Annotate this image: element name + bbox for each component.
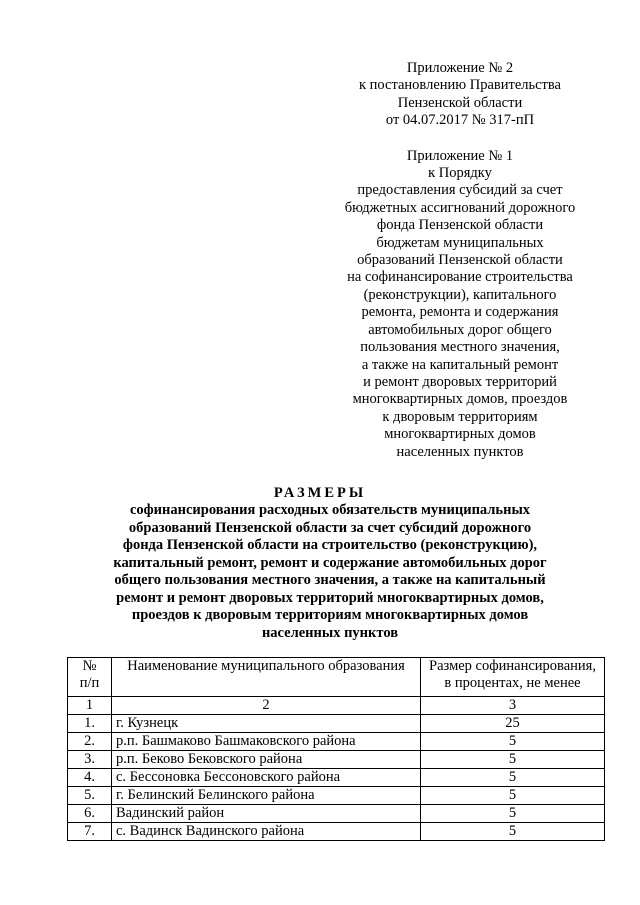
cofinancing-table: [67, 657, 605, 841]
table-row: [68, 787, 605, 805]
appendix-line: Приложение № 2: [406, 60, 514, 76]
appendix-line: от 04.07.2017 № 317-пП: [385, 112, 535, 129]
row-number: 6.: [68, 805, 112, 823]
appendix-line: и ремонт дворовых территорий: [363, 373, 557, 390]
index-cell: 1: [68, 697, 112, 715]
spacer: [300, 130, 620, 148]
row-size: 5: [421, 823, 605, 841]
appendix-line: многоквартирных домов: [384, 426, 536, 443]
subtitle-line: проездов к дворовым территориям многоквартирных домов: [131, 607, 529, 623]
row-number: 3.: [68, 751, 112, 769]
subtitle-line: софинансирования расходных обязательств муниципальных: [129, 502, 531, 518]
table-row: [68, 733, 605, 751]
row-size: 5: [421, 751, 605, 769]
header-size-line2: в процентах, не менее: [444, 675, 581, 691]
appendix-line: образований Пензенской области: [357, 252, 563, 269]
table-row: [68, 823, 605, 841]
appendix-line: Приложение № 1: [406, 147, 514, 164]
appendix-line: бюджетам муниципальных: [376, 234, 544, 251]
appendix-line: Пензенской области: [397, 94, 523, 111]
row-name: с. Бессоновка Бессоновского района: [112, 769, 421, 787]
subtitle-line: ремонт и ремонт дворовых территорий многоквартирных домов,: [116, 589, 544, 606]
row-number: 1.: [68, 715, 112, 733]
table-index-row: [68, 697, 605, 715]
header-number-line2: п/п: [79, 675, 100, 691]
table-row: [68, 805, 605, 823]
row-number: 7.: [68, 823, 112, 841]
appendix-line: к дворовым территориям: [382, 408, 538, 425]
appendix-line: (реконструкции), капитального: [363, 286, 557, 303]
subtitle-line: общего пользования местного значения, а также на капитальный: [114, 572, 546, 588]
table-header-row: [68, 658, 605, 697]
appendix-line: к постановлению Правительства: [359, 77, 561, 94]
subtitle-line: капитальный ремонт, ремонт и содержание автомобильных дорог: [113, 554, 547, 571]
appendix-line: на софинансирование строительства: [347, 269, 573, 286]
table-row: [68, 751, 605, 769]
row-size: 5: [421, 769, 605, 787]
header-name: Наименование муниципального образования: [112, 658, 421, 697]
appendix-header: [300, 60, 620, 461]
subtitle-line: населенных пунктов: [261, 624, 399, 641]
document-title: РАЗМЕРЫ: [273, 485, 367, 501]
row-size: 25: [421, 715, 605, 733]
table-row: [68, 769, 605, 787]
row-name: Вадинский район: [112, 805, 421, 823]
index-cell: 3: [421, 697, 605, 715]
row-number: 2.: [68, 733, 112, 751]
row-name: р.п. Башмаково Башмаковского района: [112, 733, 421, 751]
appendix-line: а также на капитальный ремонт: [361, 356, 559, 373]
appendix-line: населенных пунктов: [396, 443, 524, 460]
appendix-line: бюджетных ассигнований дорожного: [344, 199, 576, 216]
row-size: 5: [421, 805, 605, 823]
row-name: р.п. Беково Бековского района: [112, 751, 421, 769]
index-cell: 2: [112, 697, 421, 715]
table-row: [68, 715, 605, 733]
subtitle-line: образований Пензенской области за счет субсидий дорожного: [128, 519, 532, 536]
header-size-line1: Размер софинансирования,: [429, 658, 596, 674]
document-subtitle: [80, 502, 580, 642]
appendix-line: автомобильных дорог общего: [368, 321, 552, 338]
appendix-line: ремонта, ремонта и содержания: [361, 304, 559, 321]
row-number: 5.: [68, 787, 112, 805]
appendix-line: предоставления субсидий за счет: [357, 182, 563, 199]
row-name: г. Кузнецк: [112, 715, 421, 733]
row-size: 5: [421, 733, 605, 751]
header-size: [421, 658, 605, 697]
row-name: г. Белинский Белинского района: [112, 787, 421, 805]
row-size: 5: [421, 787, 605, 805]
appendix-line: к Порядку: [428, 165, 492, 182]
appendix-line: многоквартирных домов, проездов: [352, 391, 568, 408]
appendix-line: пользования местного значения,: [360, 339, 560, 356]
row-number: 4.: [68, 769, 112, 787]
subtitle-line: фонда Пензенской области на строительство (реконструкцию),: [122, 537, 538, 553]
row-name: с. Вадинск Вадинского района: [112, 823, 421, 841]
appendix-line: фонда Пензенской области: [376, 217, 544, 234]
header-number: [68, 658, 112, 697]
header-number-line1: №: [82, 658, 97, 674]
